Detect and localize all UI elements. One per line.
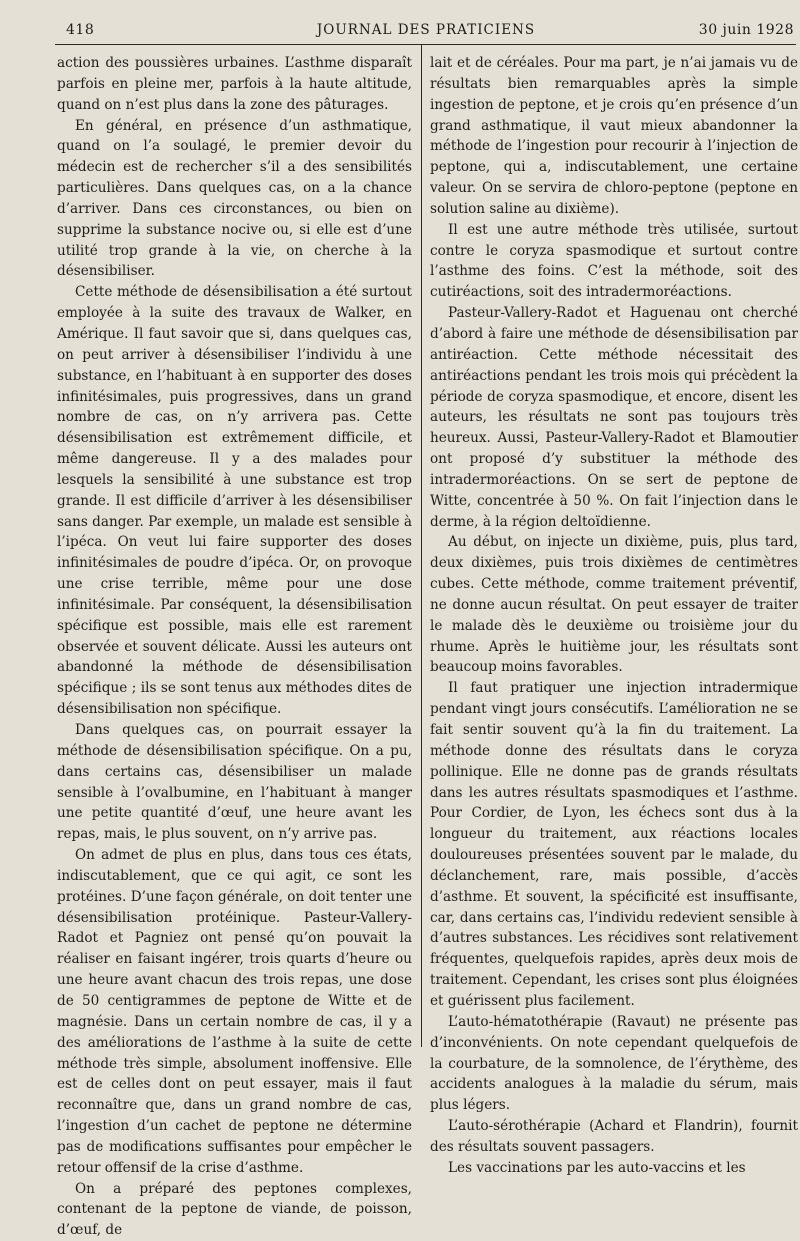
paragraph: Il est une autre méthode très utilisée, surtout contre le coryza spasmodique et surtout contre l’asthme des foins. C’est la méthode, soit des cutiréactions, soit des intradermoréactions.: [430, 221, 798, 301]
paragraph: Il faut pratiquer une injection intradermique pendant vingt jours consécutifs. L’amélioration ne se fait sentir souvent qu’à la fin du traitement. La méthode donne des résultats dans le coryza pollinique. Elle ne donne pas de grands résultats dans les autres résultats spasmodiques et l’asthme. Pour Cordier, de Lyon, les échecs sont dus à la longueur du traitement, aux réactions locales douloureuses présentées souvent par le malade, du déclanchement, rare, mais possible, d’accès d’asthme. Et souvent, la spécificité est insuffisante, car, dans certains cas, l’individu redevient sensible à d’autres substances. Les récidives sont relativement fréquentes, quelquefois rapides, après deux mois de traitement. Cependant, les crises sont plus éloignées et guérissent plus facilement.: [430, 680, 798, 1009]
column-divider: [421, 44, 422, 1047]
journal-title: JOURNAL DES PRATICIENS: [316, 22, 536, 38]
issue-date: 30 juin 1928: [698, 22, 794, 38]
paragraph: On admet de plus en plus, dans tous ces états, indiscutablement, que ce qui agit, ce sont les protéines. D’une façon générale, on doit tenter une désensibilisation protéinique. Pasteur-Vallery-Radot et Pagniez ont pensé qu’on pouvait la réaliser en faisant ingérer, trois quarts d’heure ou une heure avant chacun des trois repas, une dose de 50 centigrammes de peptone de Witte et de magnésie. Dans un certain nombre de cas, il y a des améliorations de l’asthme à la suite de cette méthode très simple, absolument inoffensive. Elle est de celles dont on peut essayer, mais il faut reconnaître que, dans un grand nombre de cas, l’ingestion d’un cachet de peptone ne détermine pas de modifications suffisantes pour empêcher le retour offensif de la crise d’asthme.: [57, 847, 412, 1176]
left-column: [57, 53, 412, 1239]
paragraph: action des poussières urbaines. L’asthme disparaît parfois en pleine mer, parfois à la haute altitude, quand on n’est plus dans la zone des pâturages.: [57, 55, 412, 113]
page-number: 418: [66, 22, 95, 38]
paragraph: Au début, on injecte un dixième, puis, plus tard, deux dixièmes, puis trois dixièmes de centimètres cubes. Cette méthode, comme traitement préventif, ne donne aucun résultat. On peut essayer de traiter le malade dès le deuxième ou troisième jour du rhume. Après le huitième jour, les résultats sont beaucoup moins favorables.: [430, 534, 798, 676]
paragraph: L’auto-sérothérapie (Achard et Flandrin), fournit des résultats souvent passagers.: [430, 1118, 798, 1155]
paragraph: L’auto-hématothérapie (Ravaut) ne présente pas d’inconvénients. On note cependant quelquefois de la courbature, de la somnolence, de l’érythème, des accidents analogues à la maladie du sérum, mais plus légers.: [430, 1013, 798, 1114]
paragraph: Cette méthode de désensibilisation a été surtout employée à la suite des travaux de Walker, en Amérique. Il faut savoir que si, dans quelques cas, on peut arriver à désensibiliser l’individu à une substance, en l’habituant à en supporter des doses infinitésimales, puis progressives, dans un grand nombre de cas, on n’y arrivera pas. Cette désensibilisation est extrêmement difficile, et même dangereuse. Il y a des malades pour lesquels la sensibilité à une substance est trop grande. Il est difficile d’arriver à les désensibiliser sans danger. Par exemple, un malade est sensible à l’ipéca. On veut lui faire supporter des doses infinitésimales de poudre d’ipéca. Or, on provoque une crise terrible, même pour une dose infinitésimale. Par conséquent, la désensibilisation spécifique est possible, mais elle est rarement observée et souvent délicate. Aussi les auteurs ont abandonné la méthode de désensibilisation spécifique ; ils se sont tenus aux méthodes dites de désensibilisation non spécifique.: [57, 284, 412, 718]
paragraph: En général, en présence d’un asthmatique, quand on l’a soulagé, le premier devoir du médecin est de rechercher s’il a des sensibilités particulières. Dans quelques cas, on a la chance d’arriver. Dans ces circonstances, ou bien on supprime la substance nocive ou, si elle est d’une utilité trop grande à la vie, on cherche à la désensibiliser.: [57, 117, 412, 280]
header-rule: [55, 44, 796, 45]
paragraph: lait et de céréales. Pour ma part, je n’ai jamais vu de résultats bien remarquables après la simple ingestion de peptone, et je crois qu’en présence d’un grand asthmatique, il vaut mieux abandonner la méthode de l’ingestion pour recourir à l’injection de peptone, qui a, indiscutablement, une certaine valeur. On se servira de chloro-peptone (peptone en solution saline au dixième).: [430, 55, 798, 217]
right-column: [430, 53, 798, 1176]
paragraph: On a préparé des peptones complexes, contenant de la peptone de viande, de poisson, d’œuf, de: [57, 1180, 412, 1239]
paragraph: Dans quelques cas, on pourrait essayer la méthode de désensibilisation spécifique. On a pu, dans certains cas, désensibiliser un malade sensible à l’ovalbumine, en l’habituant à manger une petite quantité d’œuf, une heure avant les repas, mais, le plus souvent, on n’y arrive pas.: [57, 722, 412, 843]
running-header: [58, 22, 794, 42]
paragraph: Pasteur-Vallery-Radot et Haguenau ont cherché d’abord à faire une méthode de désensibilisation par antiréaction. Cette méthode nécessitait des antiréactions pendant les trois mois qui précèdent la période de coryza spasmodique, et encore, disent les auteurs, les résultats ne sont pas toujours très heureux. Aussi, Pasteur-Vallery-Radot et Blamoutier ont proposé d’y substituer la méthode des intradermoréactions. On se sert de peptone de Witte, concentrée à 50 %. On fait l’injection dans le derme, à la région deltoïdienne.: [430, 305, 798, 530]
paragraph: Les vaccinations par les auto-vaccins et les: [448, 1159, 746, 1176]
